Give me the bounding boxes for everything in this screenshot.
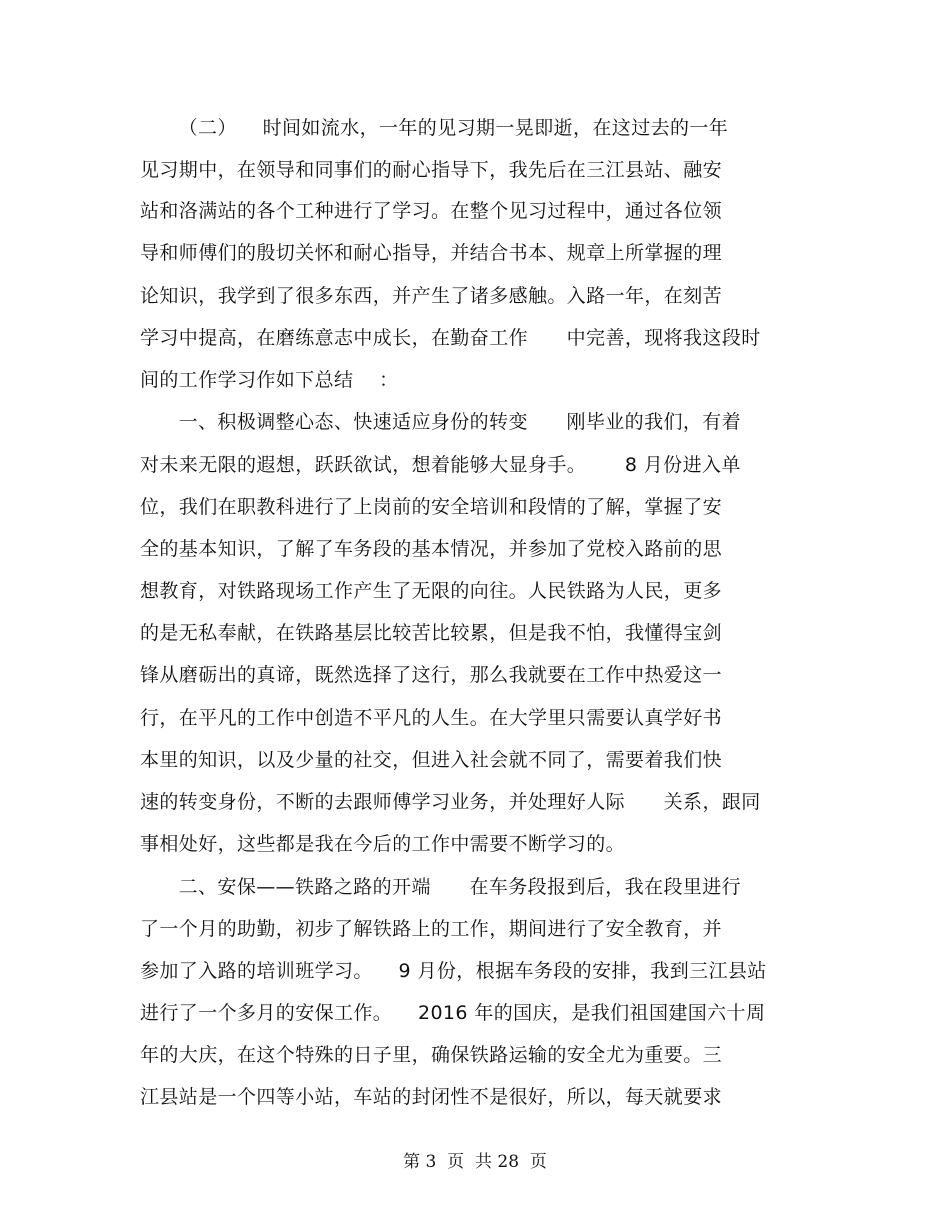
paragraph-line: 想教育，对铁路现场工作产生了无限的向往。人民铁路为人民，更多 — [140, 580, 723, 602]
paragraph-line: 位，我们在职教科进行了上岗前的安全培训和段情的了解，掌握了安 — [140, 496, 723, 518]
paragraph-line: 江县站是一个四等小站，车站的封闭性不是很好，所以，每天就要求 — [140, 1086, 723, 1108]
paragraph-line: 全的基本知识，了解了车务段的基本情况，并参加了党校入路前的思 — [140, 538, 723, 560]
section-heading-line: 二、安保——铁路之路的开端 在车务段报到后，我在段里进行 — [140, 876, 742, 898]
section-heading-line: 一、积极调整心态、快速适应身份的转变 刚毕业的我们，有着 — [140, 411, 742, 433]
paragraph-line: 的是无私奉献，在铁路基层比较苦比较累，但是我不怕，我懂得宝剑 — [140, 622, 723, 644]
paragraph-line: 站和洛满站的各个工种进行了学习。在整个见习过程中，通过各位领 — [140, 200, 723, 222]
paragraph-line: 参加了入路的培训班学习。 9 月份，根据车务段的安排，我到三江县站 — [140, 960, 767, 982]
paragraph-line: 见习期中，在领导和同事们的耐心指导下，我先后在三江县站、融安 — [140, 159, 723, 181]
paragraph-line: 了一个月的助勤，初步了解铁路上的工作，期间进行了安全教育，并 — [140, 918, 723, 940]
paragraph-line: 锋从磨砺出的真谛，既然选择了这行，那么我就要在工作中热爱这一 — [140, 664, 723, 686]
paragraph-line: 年的大庆，在这个特殊的日子里，确保铁路运输的安全尤为重要。三 — [140, 1044, 723, 1066]
paragraph-line: 事相处好，这些都是我在今后的工作中需要不断学习的。 — [140, 833, 626, 855]
paragraph-line: 行，在平凡的工作中创造不平凡的人生。在大学里只需要认真学好书 — [140, 707, 723, 729]
paragraph-line: 导和师傅们的殷切关怀和耐心指导，并结合书本、规章上所掌握的理 — [140, 242, 723, 264]
paragraph-line: 速的转变身份，不断的去跟师傅学习业务，并处理好人际 关系，跟同 — [140, 791, 761, 813]
page-number-footer: 第 3 页 共 28 页 — [403, 1152, 547, 1172]
paragraph-line: 本里的知识，以及少量的社交，但进入社会就不同了，需要着我们快 — [140, 749, 723, 771]
paragraph-line: （二） 时间如流水，一年的见习期一晃即逝，在这过去的一年 — [140, 117, 729, 139]
paragraph-line: 进行了一个多月的安保工作。 2016 年的国庆，是我们祖国建国六十周 — [140, 1002, 766, 1024]
paragraph-line: 论知识，我学到了很多东西，并产生了诸多感触。入路一年，在刻苦 — [140, 285, 723, 307]
paragraph-line: 对未来无限的遐想，跃跃欲试，想着能够大显身手。 8 月份进入单 — [140, 454, 741, 476]
paragraph-line: 间的工作学习作如下总结 ： — [140, 369, 399, 391]
paragraph-line: 学习中提高，在磨练意志中成长，在勤奋工作 中完善，现将我这段时 — [140, 327, 761, 349]
